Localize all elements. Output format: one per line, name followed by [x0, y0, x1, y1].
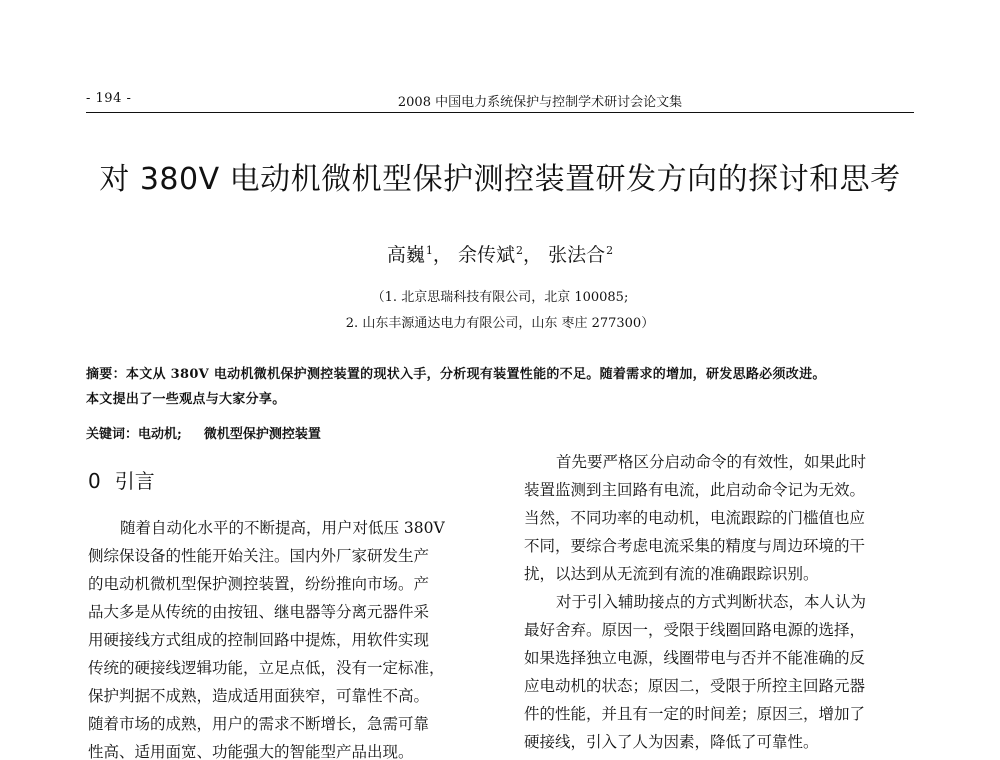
running-header: 2008 中国电力系统保护与控制学术研讨会论文集	[397, 95, 683, 110]
body-line: 的电动机微机型保护测控装置，纷纷推向市场。产	[88, 575, 430, 593]
body-line: 保护判据不成熟，造成适用面狭窄，可靠性不高。	[88, 687, 430, 705]
body-line: 装置监测到主回路有电流，此启动命令记为无效。	[524, 481, 866, 499]
keywords	[86, 423, 926, 442]
paper-title: 对 380V 电动机微机型保护测控装置研发方向的探讨和思考	[99, 162, 901, 197]
body-line: 当然，不同功率的电动机，电流跟踪的门槛值也应	[524, 509, 866, 527]
author-separator: ，	[523, 244, 543, 266]
body-line: 侧综保设备的性能开始关注。国内外厂家研发生产	[88, 547, 430, 565]
body-line: 如果选择独立电源，线圈带电与否并不能准确的反	[524, 649, 866, 667]
body-line: 不同，要综合考虑电流采集的精度与周边环境的干	[524, 537, 866, 555]
affiliation-1: （1. 北京思瑞科技有限公司，北京 100085;	[371, 290, 629, 305]
page-number: - 194 -	[86, 91, 132, 106]
author-name: 张法合	[548, 244, 606, 266]
affiliation-2: 2. 山东丰源通达电力有限公司，山东 枣庄 277300）	[345, 316, 655, 331]
abstract-line: 摘要：本文从 380V 电动机微机保护测控装置的现状入手，分析现有装置性能的不足。随着需求的增加，研发思路必须改进。	[86, 367, 826, 382]
body-line: 对于引入辅助接点的方式判断状态，本人认为	[556, 593, 867, 611]
author-affil-mark: 1	[425, 244, 433, 257]
body-line: 性高、适用面宽、功能强大的智能型产品出现。	[88, 743, 414, 760]
keyword: 微机型保护测控装置	[203, 427, 321, 442]
left-column	[88, 514, 496, 760]
body-line: 件的性能，并且有一定的时间差；原因三，增加了	[524, 705, 866, 723]
abstract-line: 本文提出了一些观点与大家分享。	[86, 392, 286, 407]
header-rule	[86, 112, 914, 113]
abstract	[86, 362, 926, 412]
body-line: 品大多是从传统的由按钮、继电器等分离元器件采	[88, 603, 430, 621]
author-name: 高巍	[386, 244, 425, 266]
body-line: 用硬接线方式组成的控制回路中提炼，用软件实现	[88, 631, 430, 649]
keywords-label: 关键词：	[86, 427, 139, 442]
body-line: 随着市场的成熟，用户的需求不断增长，急需可靠	[88, 715, 430, 733]
body-line: 扰，以达到从无流到有流的准确跟踪识别。	[524, 565, 819, 583]
author-separator: ，	[432, 244, 452, 266]
section-title: 引言	[114, 469, 155, 493]
section-heading	[88, 465, 155, 494]
section-number: 0	[88, 469, 101, 493]
body-line: 最好舍弃。原因一，受限于线圈回路电源的选择，	[524, 621, 866, 639]
body-line: 传统的硬接线逻辑功能，立足点低，没有一定标准，	[88, 659, 445, 677]
keyword: 电动机;	[138, 427, 182, 442]
body-line: 硬接线，引入了人为因素，降低了可靠性。	[524, 733, 819, 751]
author-affil-mark: 2	[516, 244, 523, 257]
author-affil-mark: 2	[606, 244, 614, 257]
body-line: 应电动机的状态；原因二，受限于所控主回路元器	[524, 677, 866, 695]
author-name: 余传斌	[457, 244, 515, 266]
right-column	[524, 448, 924, 756]
body-line: 随着自动化水平的不断提高，用户对低压 380V	[120, 519, 445, 537]
body-line: 首先要严格区分启动命令的有效性，如果此时	[556, 453, 867, 471]
author-list	[0, 240, 1000, 267]
